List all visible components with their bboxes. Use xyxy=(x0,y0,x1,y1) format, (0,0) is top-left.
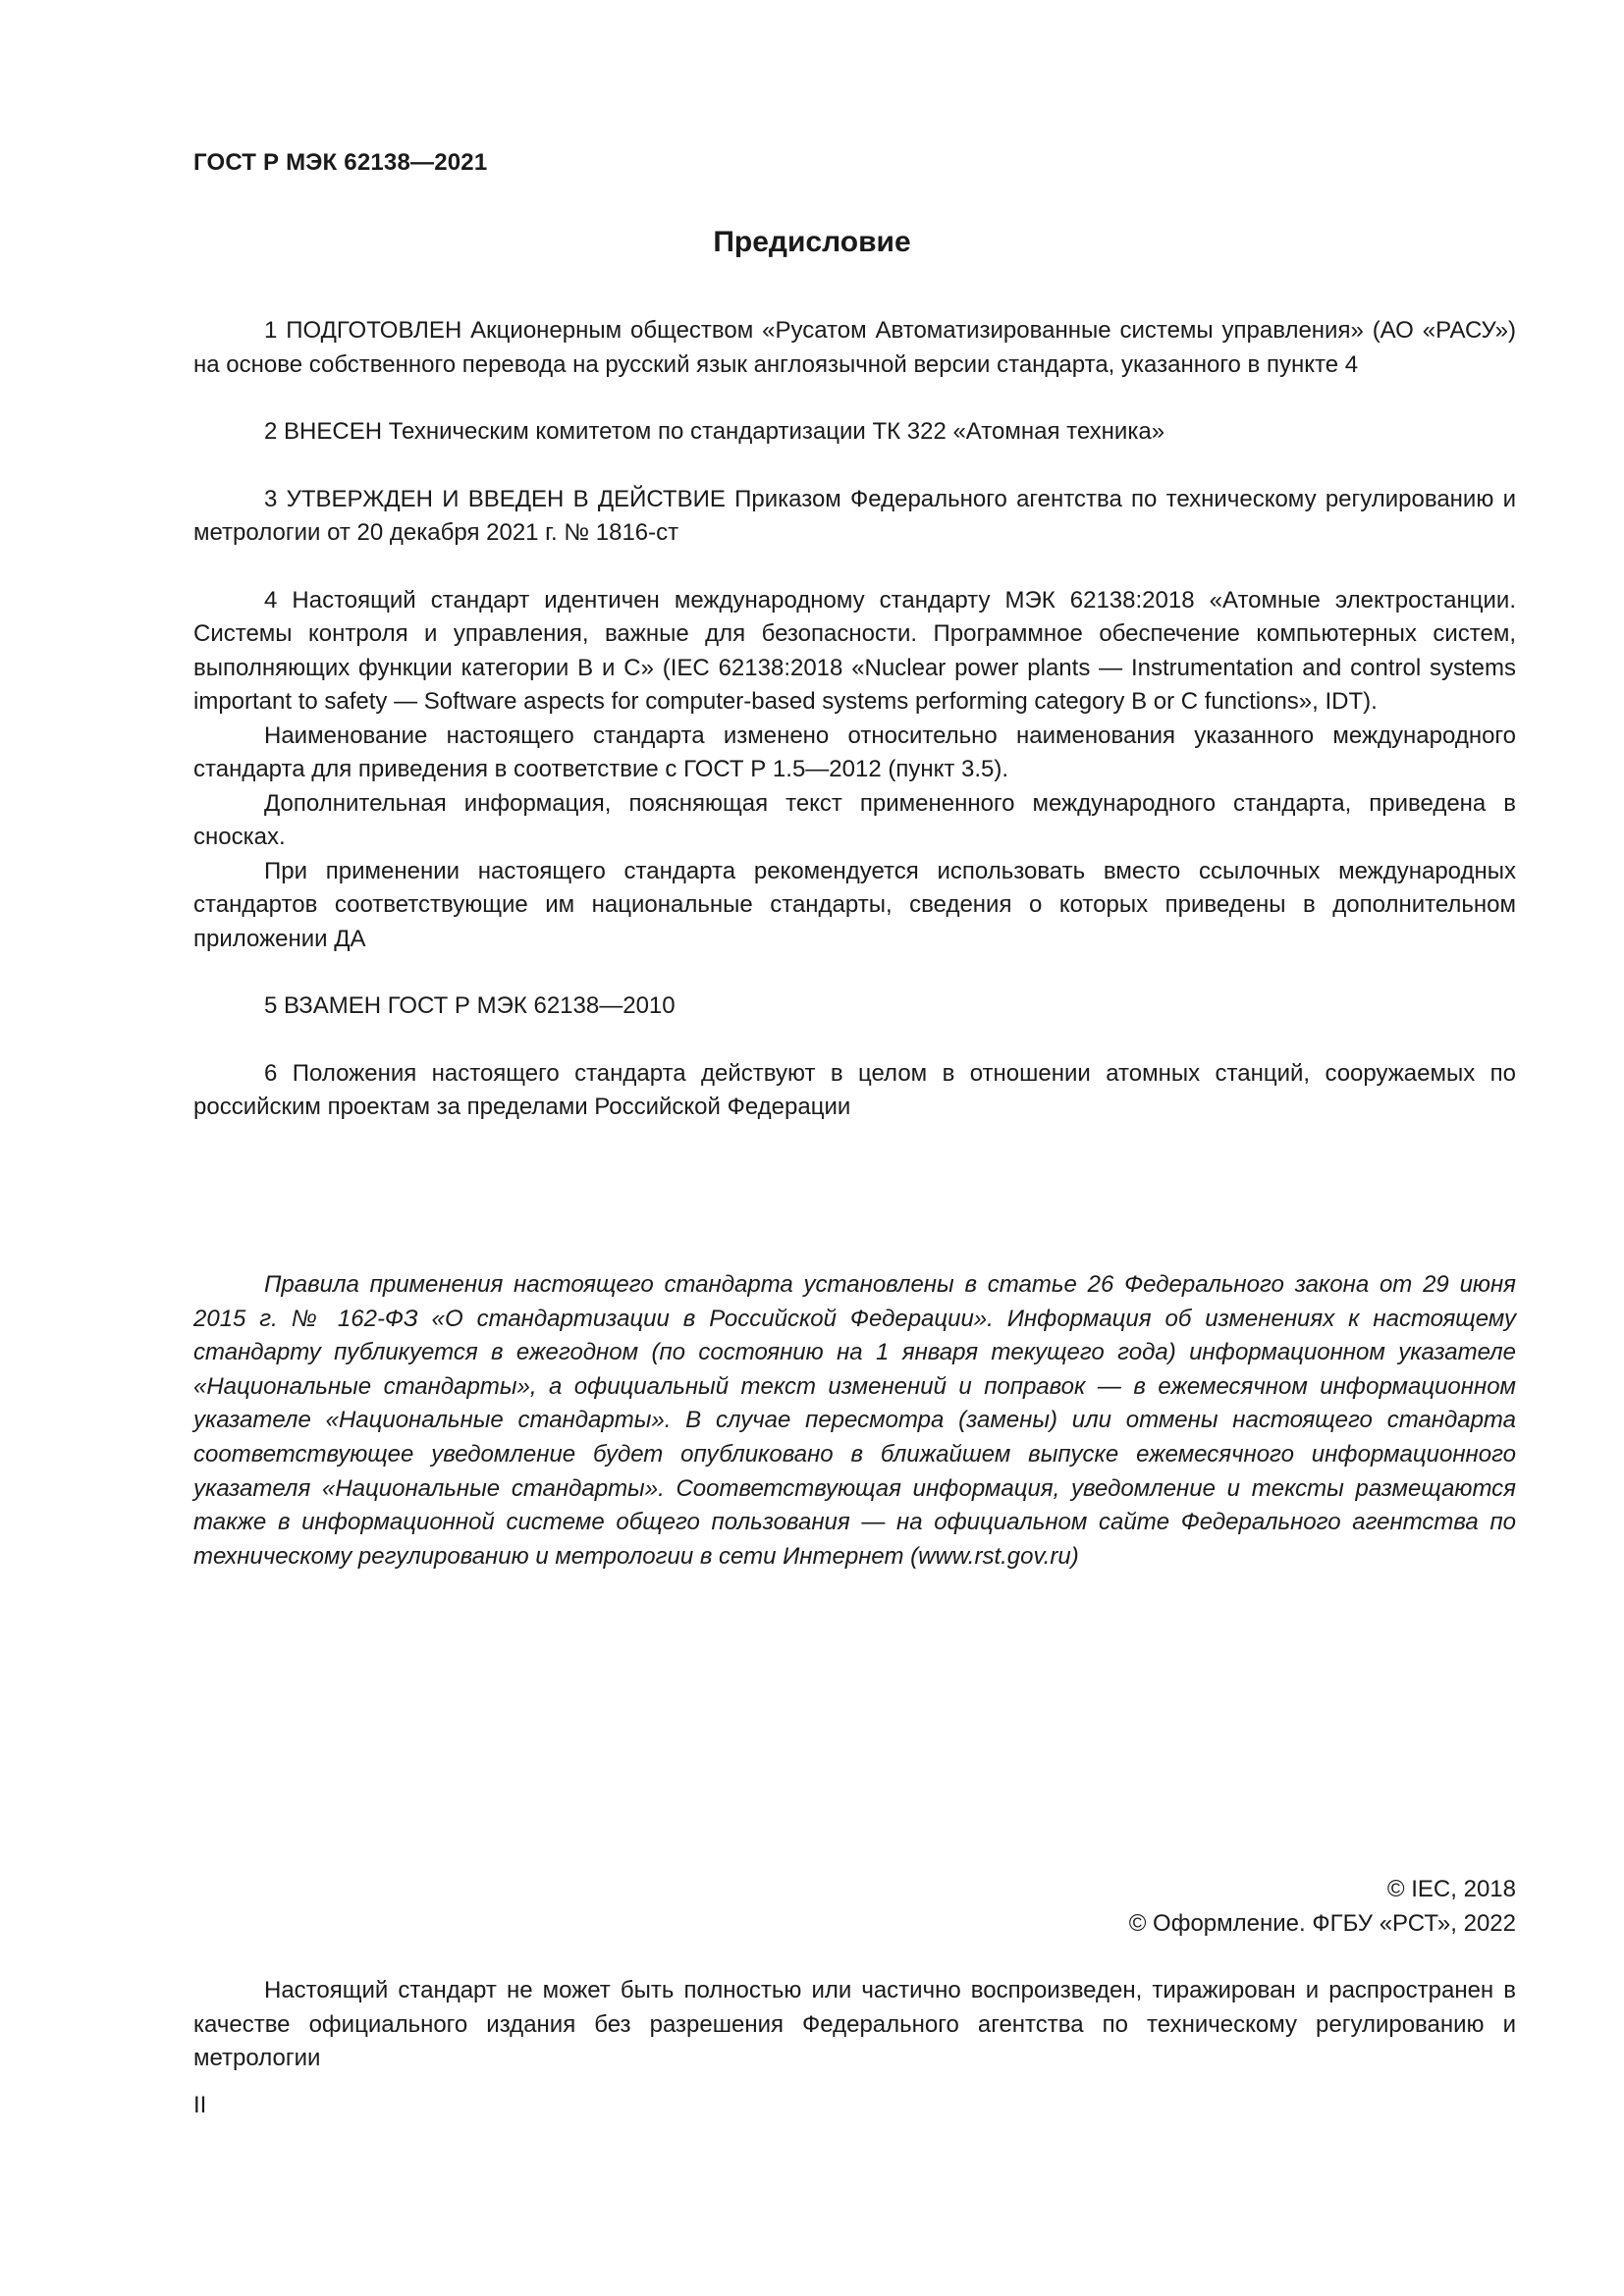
foreword-item-5: 5 ВЗАМЕН ГОСТ Р МЭК 62138—2010 xyxy=(264,992,676,1019)
foreword-item-3: 3 УТВЕРЖДЕН И ВВЕДЕН В ДЕЙСТВИЕ Приказом Федерального агентства по техническому регулированию и метрологии от 20 декабря 2021 г. № 1816-ст xyxy=(193,485,1516,546)
copyright-rst: © Оформление. ФГБУ «РСТ», 2022 xyxy=(1128,1909,1516,1937)
foreword-item-4: 4 Настоящий стандарт идентичен международному стандарту МЭК 62138:2018 «Атомные электростанции. Системы контроля и управления, важные для безопасности. Программное обеспечение компьютерных систем, выполняющих функции категории В и С» (IEC 62138:2018 «Nuclear power plants — Instrumentation and control systems important to safety — Software aspects for computer-based systems performing category B or C functions», IDT). xyxy=(193,586,1516,715)
page-title: Предисловие xyxy=(713,226,911,258)
foreword-item-2: 2 ВНЕСЕН Техническим комитетом по стандартизации ТК 322 «Атомная техника» xyxy=(264,418,1165,445)
foreword-item-1: 1 ПОДГОТОВЛЕН Акционерным обществом «Русатом Автоматизированные системы управления» (АО «РАСУ») на основе собственного перевода на русский язык англоязычной версии стандарта, указанного в пункте 4 xyxy=(193,317,1516,378)
application-rules-notice: Правила применения настоящего стандарта установлены в статье 26 Федерального закона от 29 июня 2015 г. № 162-ФЗ «О стандартизации в Российской Федерации». Информация об изменениях к настоящему стандарту публикуется в ежегодном (по состоянию на 1 января текущего года) информационном указателе «Национальные стандарты», а официальный текст изменений и поправок — в ежемесячном информационном указателе «Национальные стандарты». В случае пересмотра (замены) или отмены настоящего стандарта соответствующее уведомление будет опубликовано в ближайшем выпуске ежемесячного информационного указателя «Национальные стандарты». Соответствующая информация, уведомление и тексты размещаются также в информационной системе общего пользования — на официальном сайте Федерального агентства по техническому регулированию и метрологии в сети Интернет (www.rst.gov.ru) xyxy=(193,1271,1516,1570)
copyright-block xyxy=(1129,1873,1516,1941)
foreword-body xyxy=(193,314,1516,1125)
foreword-item-4-footnote-note: Дополнительная информация, поясняющая текст примененного международного стандарта, приведена в сносках. xyxy=(193,789,1516,850)
page-number: II xyxy=(193,2092,207,2118)
standard-code-header: ГОСТ Р МЭК 62138—2021 xyxy=(193,149,488,176)
reproduction-notice: Настоящий стандарт не может быть полностью или частично воспроизведен, тиражирован и распространен в качестве официального издания без разрешения Федерального агентства по техническому регулированию и метрологии xyxy=(193,1977,1516,2071)
foreword-item-4-title-note: Наименование настоящего стандарта изменено относительно наименования указанного международного стандарта для приведения в соответствие с ГОСТ Р 1.5—2012 (пункт 3.5). xyxy=(193,721,1516,782)
foreword-item-6: 6 Положения настоящего стандарта действуют в целом в отношении атомных станций, сооружаемых по российским проектам за пределами Российской Федерации xyxy=(193,1059,1516,1120)
foreword-item-4-reference-note: При применении настоящего стандарта рекомендуется использовать вместо ссылочных международных стандартов соответствующие им национальные стандарты, сведения о которых приведены в дополнительном приложении ДА xyxy=(193,857,1516,952)
copyright-iec: © IEC, 2018 xyxy=(1386,1876,1516,1902)
